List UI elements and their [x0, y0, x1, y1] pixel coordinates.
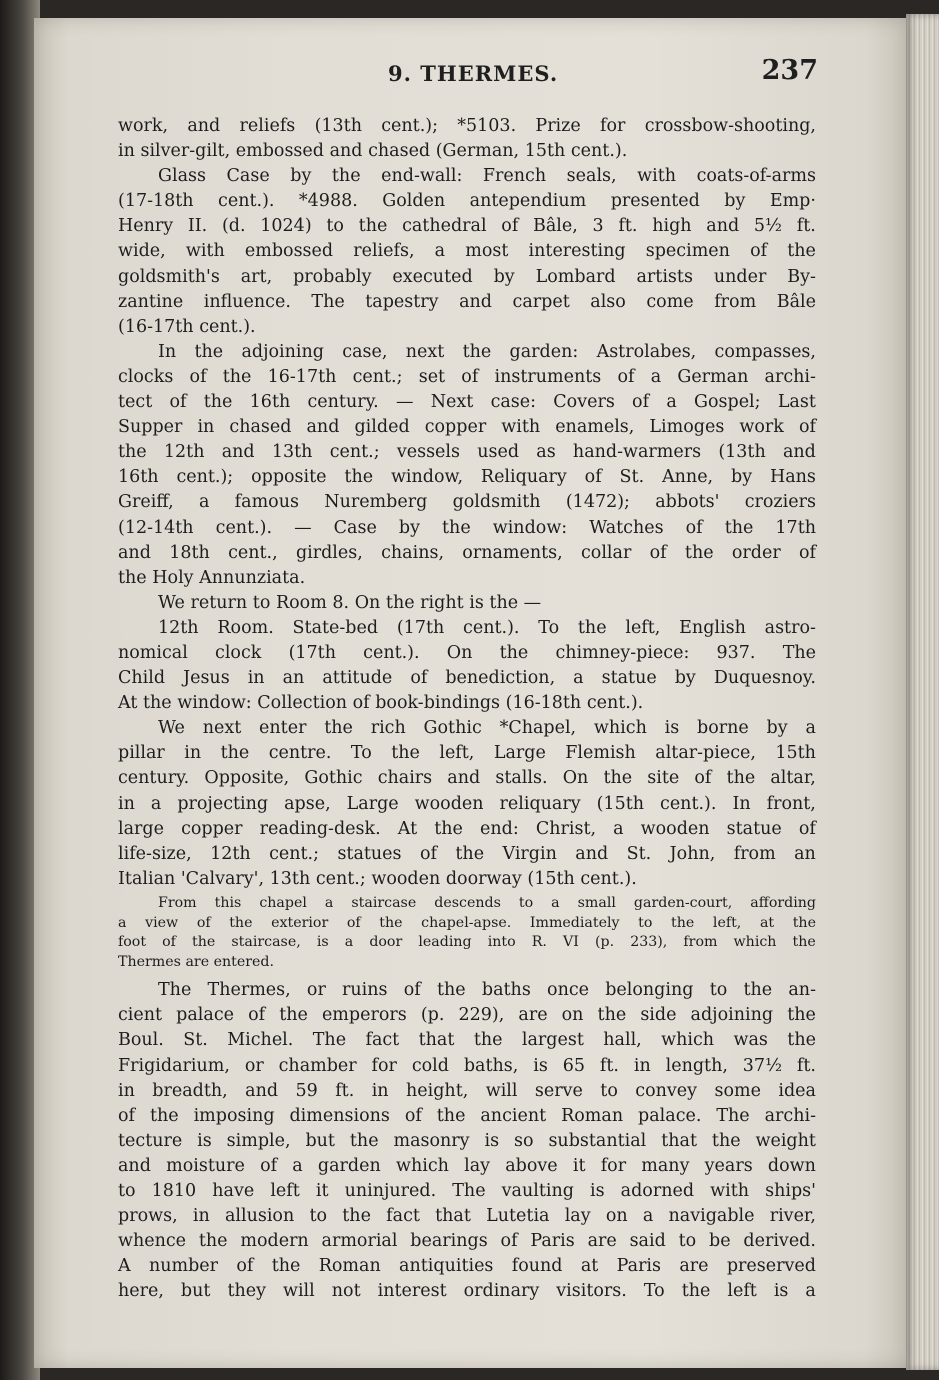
text-line: Glass Case by the end-wall: French seals, with coats-of-arms	[158, 166, 816, 187]
paragraph	[118, 164, 816, 340]
text-line: Boul. St. Michel. The fact that the largest hall, which was the	[118, 1030, 816, 1051]
text-line: We next enter the rich Gothic *Chapel, which is borne by a	[158, 718, 816, 739]
text-line: century. Opposite, Gothic chairs and stalls. On the site of the altar,	[118, 768, 816, 789]
text-line: Child Jesus in an attitude of benediction, a statue by Duquesnoy.	[118, 668, 816, 689]
text-line: in silver-gilt, embossed and chased (German, 15th cent.).	[118, 141, 628, 162]
paragraph	[118, 591, 816, 616]
text-line: and 18th cent., girdles, chains, ornaments, collar of the order of	[118, 542, 816, 563]
text-line: foot of the staircase, is a door leading into R. VI (p. 233), from which the	[118, 934, 816, 951]
page-header	[118, 55, 818, 95]
text-line: tecture is simple, but the masonry is so substantial that the weight	[118, 1130, 816, 1151]
text-line: wide, with embossed reliefs, a most interesting specimen of the	[118, 241, 816, 262]
paragraph	[118, 616, 816, 716]
text-line: the Holy Annunziata.	[118, 567, 306, 588]
text-line: prows, in allusion to the fact that Lutetia lay on a navigable river,	[118, 1206, 816, 1227]
text-line: nomical clock (17th cent.). On the chimney-piece: 937. The	[118, 642, 816, 663]
paragraph	[118, 340, 816, 591]
text-line: Frigidarium, or chamber for cold baths, is 65 ft. in length, 37½ ft.	[118, 1055, 816, 1076]
text-line: Greiff, a famous Nuremberg goldsmith (1472); abbots' croziers	[118, 492, 816, 513]
text-line: in a projecting apse, Large wooden reliquary (15th cent.). In front,	[118, 793, 816, 814]
paragraph	[118, 114, 816, 164]
text-line: work, and reliefs (13th cent.); *5103. Prize for crossbow-shooting,	[118, 116, 816, 136]
text-line: Henry II. (d. 1024) to the cathedral of Bâle, 3 ft. high and 5½ ft.	[118, 216, 816, 237]
text-line: large copper reading-desk. At the end: Christ, a wooden statue of	[118, 818, 816, 839]
text-line: At the window: Collection of book-bindings (16-18th cent.).	[118, 693, 644, 714]
text-line: the 12th and 13th cent.; vessels used as hand-warmers (13th and	[118, 442, 816, 463]
text-line: Thermes are entered.	[118, 953, 275, 970]
text-line: In the adjoining case, next the garden: Astrolabes, compasses,	[158, 341, 816, 362]
text-line: From this chapel a staircase descends to a small garden-court, affording	[158, 894, 816, 911]
text-line: a view of the exterior of the chapel-apse. Immediately to the left, at the	[118, 914, 816, 931]
paragraph	[118, 894, 816, 972]
page-number: 237	[761, 55, 818, 86]
body-text	[118, 114, 816, 1305]
text-line: here, but they will not interest ordinary visitors. To the left is a	[118, 1281, 816, 1302]
text-line: tect of the 16th century. — Next case: Covers of a Gospel; Last	[118, 392, 816, 413]
text-line: goldsmith's art, probably executed by Lombard artists under By-	[118, 266, 816, 287]
text-line: 12th Room. State-bed (17th cent.). To the left, English astro-	[158, 617, 816, 638]
text-line: in breadth, and 59 ft. in height, will serve to convey some idea	[118, 1080, 816, 1101]
text-line: pillar in the centre. To the left, Large Flemish altar-piece, 15th	[118, 743, 816, 764]
text-line: (12-14th cent.). — Case by the window: Watches of the 17th	[118, 517, 816, 538]
page-edges	[906, 14, 939, 1370]
text-line: whence the modern armorial bearings of Paris are said to be derived.	[118, 1231, 816, 1252]
text-line: to 1810 have left it uninjured. The vaulting is adorned with ships'	[118, 1181, 816, 1202]
text-line: (17-18th cent.). *4988. Golden antependium presented by Emp·	[118, 191, 816, 212]
text-line: (16-17th cent.).	[118, 316, 256, 337]
text-line: A number of the Roman antiquities found at Paris are preserved	[118, 1256, 816, 1277]
text-line: The Thermes, or ruins of the baths once belonging to the an-	[158, 980, 816, 1001]
paragraph	[118, 716, 816, 892]
text-line: life-size, 12th cent.; statues of the Virgin and St. John, from an	[118, 843, 816, 864]
text-line: zantine influence. The tapestry and carpet also come from Bâle	[118, 291, 816, 312]
text-line: clocks of the 16-17th cent.; set of instruments of a German archi-	[118, 366, 816, 387]
paragraph	[118, 978, 816, 1304]
text-line: We return to Room 8. On the right is the —	[158, 592, 542, 613]
text-line: of the imposing dimensions of the ancient Roman palace. The archi-	[118, 1105, 816, 1126]
text-line: 16th cent.); opposite the window, Reliquary of St. Anne, by Hans	[118, 467, 816, 488]
text-line: cient palace of the emperors (p. 229), are on the side adjoining the	[118, 1005, 816, 1026]
text-line: and moisture of a garden which lay above it for many years down	[118, 1155, 816, 1176]
text-line: Supper in chased and gilded copper with enamels, Limoges work of	[118, 417, 816, 438]
text-line: Italian 'Calvary', 13th cent.; wooden doorway (15th cent.).	[118, 868, 637, 889]
running-head: 9. THERMES.	[388, 61, 559, 86]
